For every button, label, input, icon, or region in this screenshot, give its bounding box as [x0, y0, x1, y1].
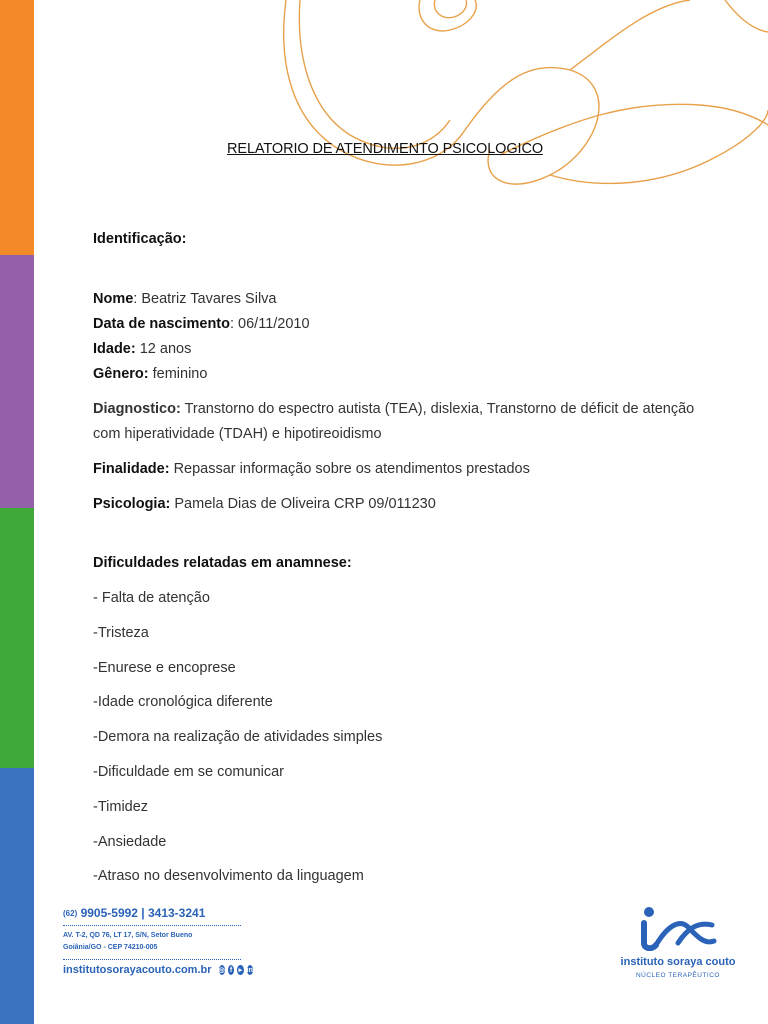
- footer-website-link[interactable]: institutosorayacouto.com.br: [63, 964, 212, 976]
- facebook-icon[interactable]: f: [228, 965, 234, 975]
- list-item: -Atraso no desenvolvimento da linguagem: [93, 868, 364, 885]
- field-nome: [93, 291, 276, 307]
- isc-logo-icon: [638, 905, 718, 951]
- instagram-icon[interactable]: ◎: [218, 967, 225, 974]
- field-genero: [93, 366, 207, 382]
- divider: [63, 925, 241, 926]
- divider: [63, 959, 241, 960]
- brand-subtitle: NÚCLEO TERAPÊUTICO: [635, 972, 720, 979]
- footer-phones: [63, 906, 253, 920]
- list-item: - Falta de atenção: [93, 590, 210, 606]
- list-item: -Tristeza: [93, 624, 149, 641]
- footer-address-line2: Goiânia/GO - CEP 74210-005: [63, 944, 158, 951]
- brand-name: instituto soraya couto: [620, 956, 736, 968]
- field-label: Gênero:: [93, 366, 149, 382]
- stripe-blue: [0, 768, 34, 1024]
- field-value: Repassar informação sobre os atendimentos prestados: [169, 461, 530, 477]
- field-label: Nome: [93, 291, 134, 307]
- dificuldades-heading: Dificuldades relatadas em anamnese:: [93, 555, 352, 571]
- list-item: -Timidez: [93, 798, 149, 815]
- stripe-green: [0, 508, 34, 768]
- dificuldades-list: [93, 588, 382, 901]
- list-item: -Enurese e encoprese: [93, 659, 236, 676]
- list-item: -Ansiedade: [93, 833, 167, 850]
- list-item: -Dificuldade em se comunicar: [93, 763, 284, 780]
- field-value: 12 anos: [135, 341, 192, 357]
- footer-address-line1: AV. T-2, QD 76, LT 17, S/N, Setor Bueno: [63, 932, 193, 939]
- field-label: Diagnostico:: [93, 401, 181, 417]
- list-item: -Demora na realização de atividades simples: [93, 729, 383, 746]
- footer-phone-numbers: 9905-5992 | 3413-3241: [80, 906, 206, 920]
- field-label: Data de nascimento: [93, 316, 230, 332]
- stripe-purple: [0, 255, 34, 508]
- decorative-logo-outline: [270, 0, 768, 200]
- field-label: Idade:: [93, 341, 136, 357]
- field-psicologia: [93, 496, 436, 512]
- footer-contact: [63, 906, 253, 976]
- field-value: : 06/11/2010: [230, 316, 310, 332]
- footer-ddd: (62): [63, 909, 78, 918]
- field-finalidade: [93, 461, 530, 477]
- field-idade: [93, 341, 191, 357]
- list-item: -Idade cronológica diferente: [93, 694, 273, 711]
- field-value: : Beatriz Tavares Silva: [133, 291, 277, 307]
- footer-brand: [608, 905, 748, 979]
- field-data-nascimento: [93, 316, 310, 332]
- field-label: Finalidade:: [93, 461, 170, 477]
- youtube-icon[interactable]: ▸: [238, 967, 243, 974]
- stripe-orange: [0, 0, 34, 255]
- footer-website-row: [63, 964, 253, 976]
- field-value: feminino: [148, 366, 208, 382]
- field-value: Pamela Dias de Oliveira CRP 09/011230: [170, 496, 436, 512]
- linkedin-icon[interactable]: in: [246, 966, 253, 974]
- field-diagnostico: [93, 397, 718, 447]
- document-title: RELATORIO DE ATENDIMENTO PSICOLOGICO: [227, 141, 543, 157]
- field-value: Transtorno do espectro autista (TEA), dislexia, Transtorno de déficit de atenção com hiperatividade (TDAH) e hipotireoidismo: [93, 401, 695, 442]
- identificacao-heading: Identificação:: [93, 231, 187, 247]
- field-label: Psicologia:: [93, 496, 171, 512]
